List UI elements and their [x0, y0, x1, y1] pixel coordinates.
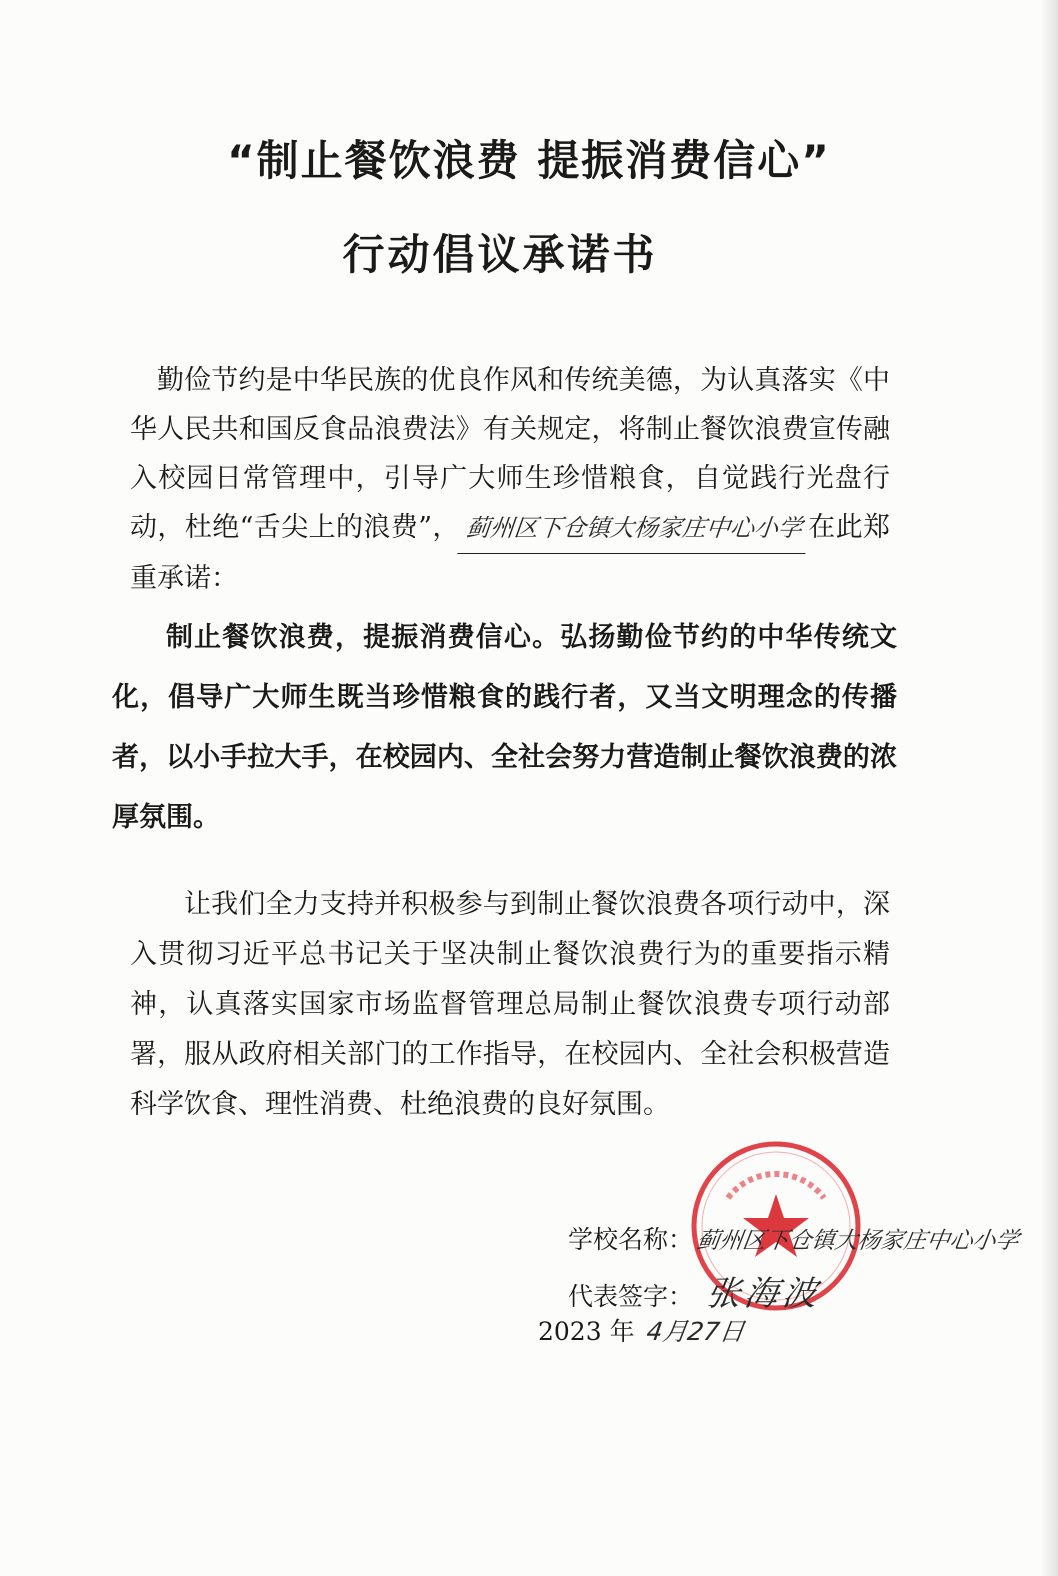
document-title-line2: 行动倡议承诺书	[342, 230, 658, 279]
paragraph-1-text-before: 勤俭节约是中华民族的优良作风和传统美德，为认真落实《中华人民共和国反食品浪费法》有关规定，将制止餐饮浪费宣传融入校园日常管理中，引导广大师生珍惜粮食，自觉践行光盘行动，杜绝“舌尖上的浪费”，	[130, 365, 890, 543]
page-edge-shadow	[1040, 0, 1058, 1576]
paragraph-1	[130, 356, 890, 603]
school-name-label: 学校名称：	[568, 1225, 694, 1254]
date-year-unit: 年	[609, 1317, 635, 1346]
school-name-handwritten: 蓟州区下仓镇大杨家庄中心小学	[694, 1228, 1021, 1254]
representative-signature: 张海波	[703, 1274, 824, 1314]
representative-row	[568, 1266, 824, 1315]
paragraph-2-bold: 制止餐饮浪费，提振消费信心。弘扬勤俭节约的中华传统文化，倡导广大师生既当珍惜粮食的践行者，又当文明理念的传播者，以小手拉大手，在校园内、全社会努力营造制止餐饮浪费的浓厚氛围。	[112, 622, 897, 833]
paragraph-1-text-after: 在此郑重承诺：	[130, 512, 891, 594]
school-name-row	[568, 1220, 1019, 1256]
representative-label: 代表签字：	[568, 1282, 694, 1311]
date-month-day: 4月27日	[644, 1317, 747, 1346]
document-title-line1: “制止餐饮浪费 提振消费信心”	[227, 136, 831, 185]
date-year: 2023	[538, 1317, 602, 1346]
date-row	[538, 1312, 747, 1348]
paragraph-3: 让我们全力支持并积极参与到制止餐饮浪费各项行动中，深入贯彻习近平总书记关于坚决制止餐饮浪费行为的重要指示精神，认真落实国家市场监督管理总局制止餐饮浪费专项行动部署，服从政府相关部门的工作指导，在校园内、全社会积极营造科学饮食、理性消费、杜绝浪费的良好氛围。	[130, 889, 890, 1120]
handwritten-school-blank: 蓟州区下仓镇大杨家庄中心小学	[457, 504, 810, 554]
